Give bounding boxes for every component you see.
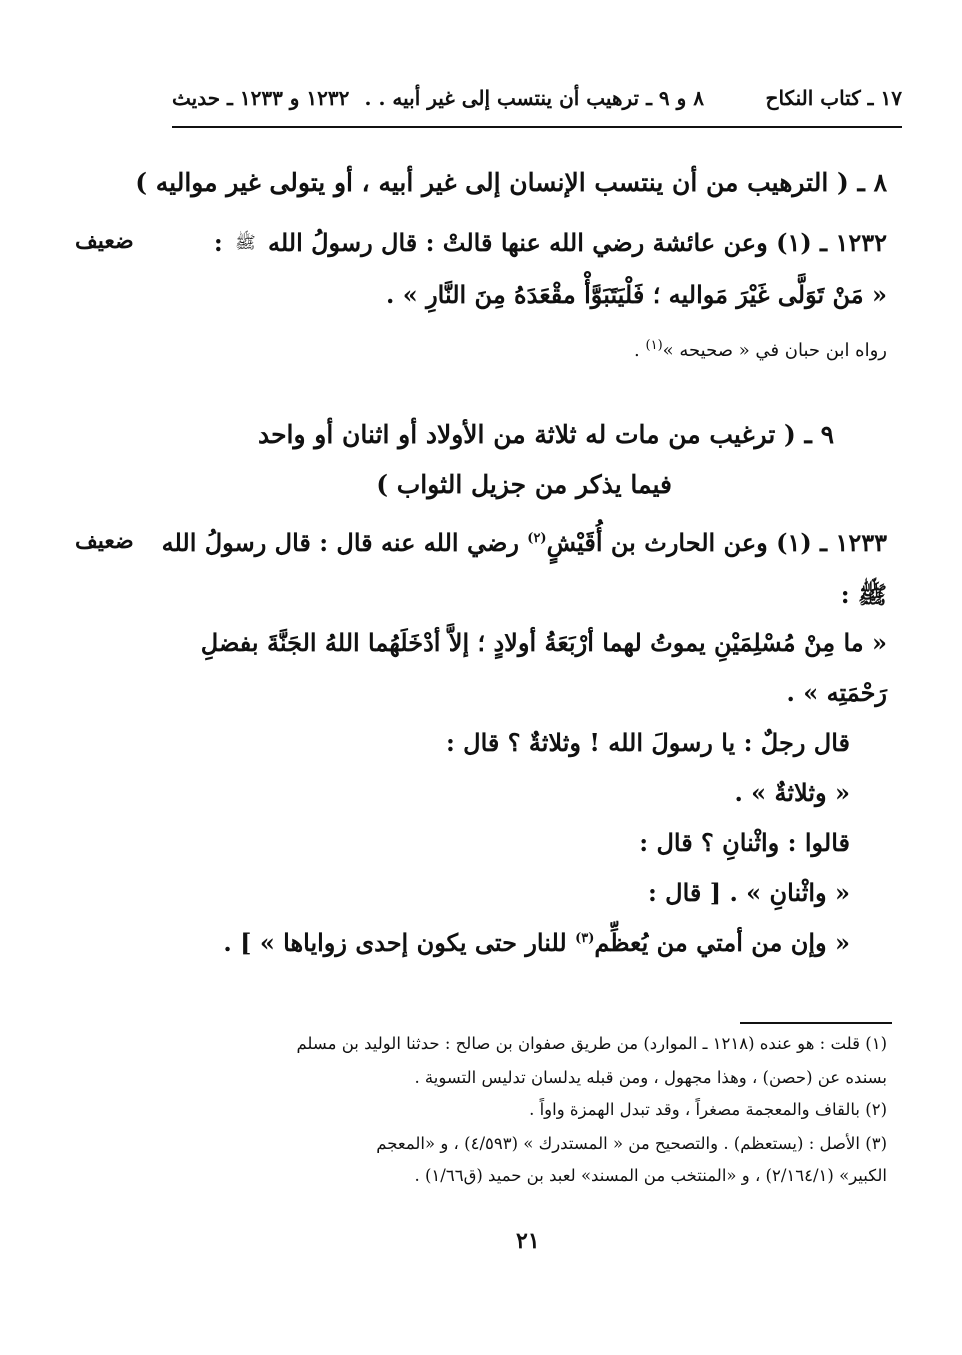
footnote-1-line2: بسنده عن (حصن) ، وهذا مجهول ، ومن قبله يدلسان تدليس التسوية . — [414, 1068, 887, 1087]
hadith-1233-text-line2: رَحْمَتِه » . — [786, 678, 887, 707]
footnote-1-line1: (١) قلت : هو عنده (١٢١٨ ـ الموارد) من طريق صفوان بن صالح : حدثنا الوليد بن مسلم — [296, 1034, 887, 1053]
hadith-1232-source — [634, 338, 887, 361]
header-hadith-range: ١٢٣٢ و ١٢٣٣ ـ حديث — [172, 86, 350, 110]
footnote-rule — [740, 1022, 892, 1024]
header-section: ٨ و ٩ ـ ترهيب أن ينتسب إلى غير أبيه . . — [364, 86, 704, 110]
footnote-ref-2: (٢) — [527, 531, 547, 546]
hadith-1232-intro-text: ١٢٣٢ ـ (١) وعن عائشة رضي الله عنها قالتْ : قال رسولُ الله — [267, 228, 887, 257]
hadith-1232-text: « مَنْ تَوَلَّى غَيْرَ مَواليه ؛ فَلْيَتَبَوَّأْ مقْعَدَهُ مِنَ النَّارِ » . — [386, 280, 887, 309]
dialog-line: « وثلاثةٌ » . — [734, 778, 850, 807]
dialog-line: قال رجلٌ : يا رسولَ الله ! وثلاثةٌ ؟ قال : — [445, 728, 850, 757]
page-number: ٢١ — [516, 1228, 540, 1254]
section-8-title: ٨ ـ ( الترهيب من أن ينتسب الإنسان إلى غير أبيه ، أو يتولى غير مواليه ) — [135, 168, 887, 197]
source-text: رواه ابن حبان في « صحيحه » — [662, 340, 887, 361]
header-chapter: ١٧ ـ كتاب النكاح — [765, 86, 902, 110]
grade-label: ضعيف — [75, 528, 134, 554]
section-9-title-line1: ٩ ـ ( ترغيب من مات له ثلاثة من الأولاد أو اثنان أو واحد — [257, 420, 834, 449]
hadith-1232-intro — [214, 228, 887, 257]
final-line-a: « وإن من أمتي من يُعظِّم — [594, 928, 850, 957]
hadith-1233-intro — [162, 528, 887, 557]
footnote-3-line1: (٣) الأصل : (يستعظم) . والتصحيح من « المستدرك » (٤/٥٩٣) ، و «المعجم — [376, 1134, 887, 1153]
footnote-ref-3: (٣) — [575, 931, 595, 946]
section-9-title-line2: فيما يذكر من جزيل الثواب ) — [376, 470, 672, 499]
hadith-1233-final-line — [223, 928, 850, 957]
pbuh-line: ﷺ : — [840, 580, 887, 609]
source-end: . — [634, 340, 640, 361]
footnote-3-line2: الكبير» (٢/١٦٤/١) ، و «المنتخب من المسند» لعبد بن حميد (ق١/٦٦) . — [414, 1166, 887, 1185]
grade-label: ضعيف — [75, 228, 134, 254]
hadith-1233-text-line1: « ما مِنْ مُسْلِمَيْنِ يموتُ لهما أرْبَعَةُ أولادٍ ؛ إلاَّ أدْخَلَهُما اللهُ الجَنَّةَ بفضلِ — [200, 628, 887, 657]
header-rule — [172, 126, 902, 128]
hadith-1233-intro-b: رضي الله عنه قال : قال رسولُ الله — [161, 528, 519, 557]
pbuh-glyph: ﷺ — [235, 233, 256, 253]
intro-colon: : — [213, 228, 223, 257]
footnote-2: (٢) بالقاف والمعجمة مصغراً ، وقد تبدل الهمزة واواً . — [529, 1100, 887, 1119]
dialog-line: « واثْنانِ » . [ قال : — [647, 878, 850, 907]
dialog-line: قالوا : واثْنانِ ؟ قال : — [639, 828, 850, 857]
final-line-b: للنار حتى يكون إحدى زواياها » ] . — [223, 928, 567, 957]
footnote-ref-1: (١) — [645, 338, 663, 353]
hadith-1233-intro-a: ١٢٣٣ ـ (١) وعن الحارث بن أُقَيْشٍ — [546, 528, 887, 557]
